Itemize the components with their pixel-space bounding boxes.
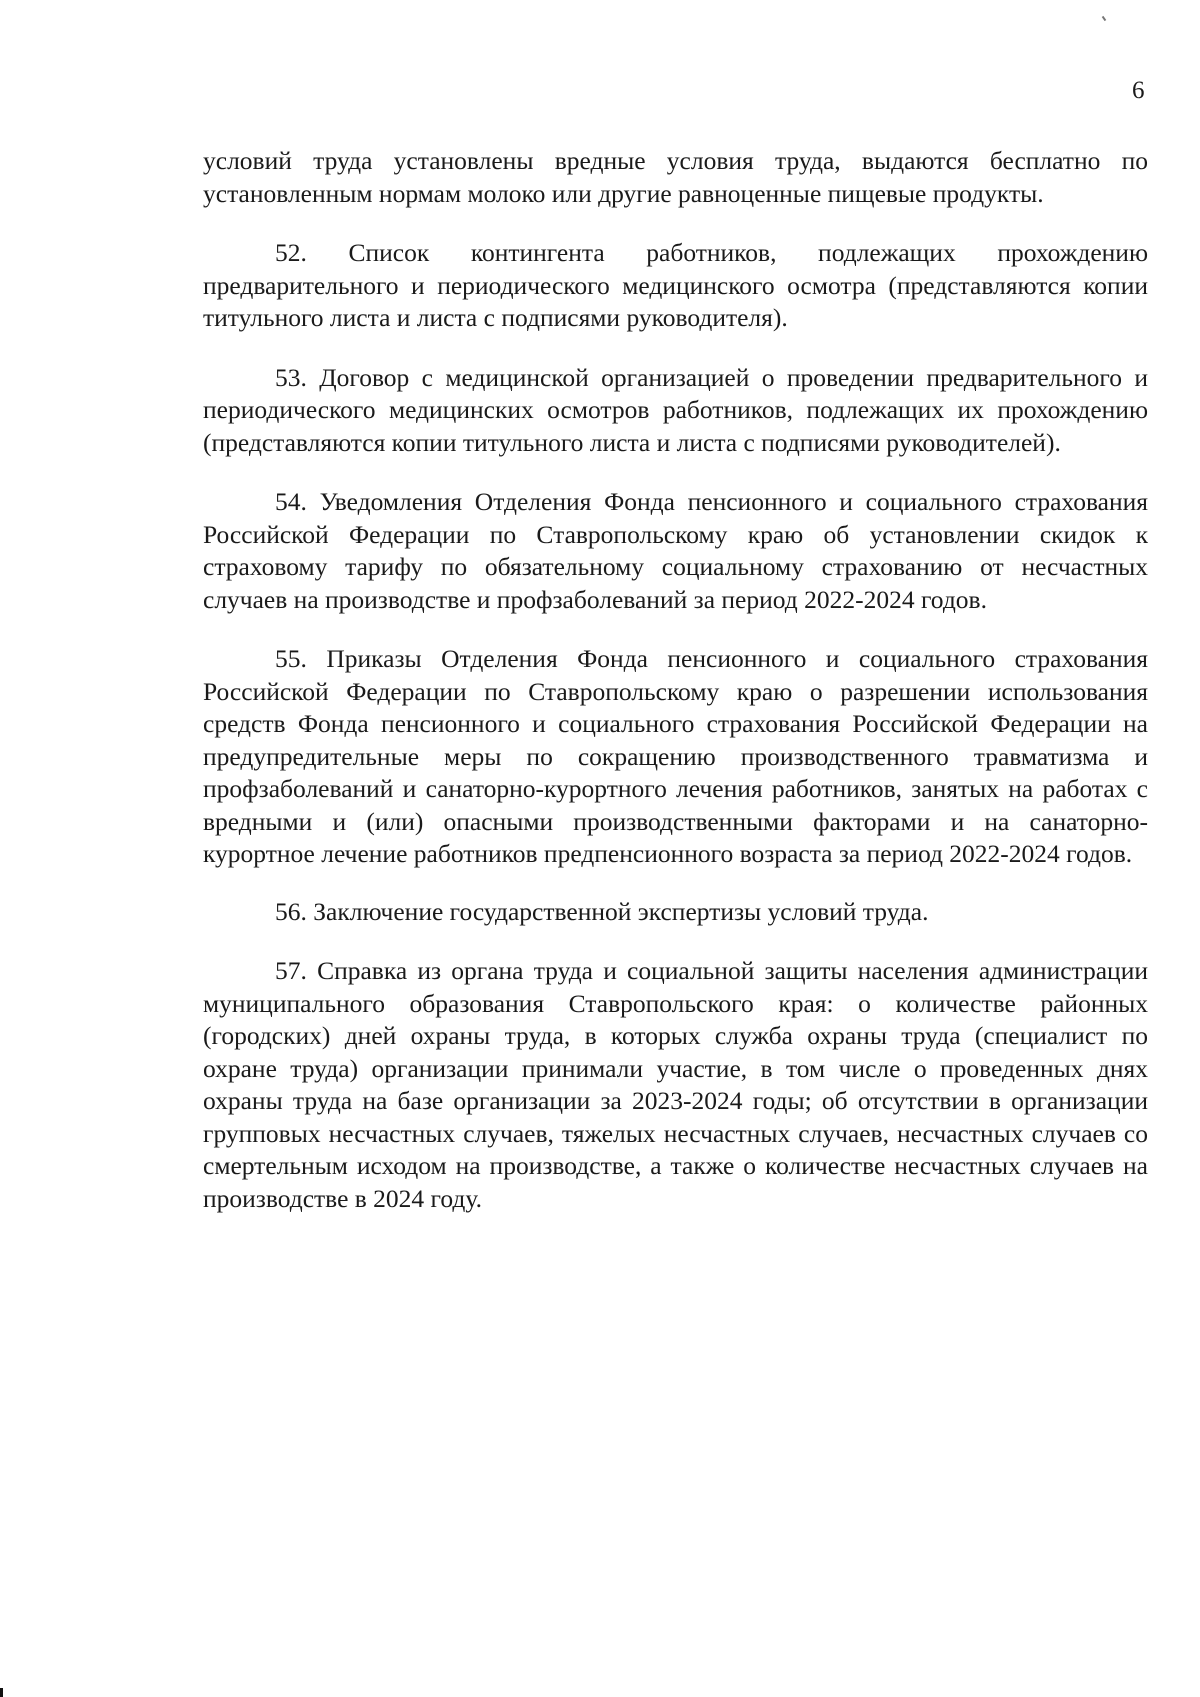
paragraph-56: 56. Заключение государственной экспертизы условий труда.	[275, 896, 929, 926]
paragraph-57: 57. Справка из органа труда и социальной защиты населения администрации муниципального образования Ставропольского края: о количестве районных (городских) дней охраны труда, в которых служба охраны труда (специалист по охране труда) организации принимали участие, в том числе о проведенных днях охраны труда на базе организации за 2023-2024 годы; об отсутствии в организации групповых несчастных случаев, тяжелых несчастных случаев, несчастных случаев со смертельным исходом на производстве, а также о количестве несчастных случаев на производстве в 2024 году.	[203, 956, 1148, 1213]
paragraph-continuation: условий труда установлены вредные условия труда, выдаются бесплатно по установленным нормам молоко или другие равноценные пищевые продукты.	[203, 146, 1148, 208]
page-number: 6	[1132, 77, 1145, 104]
paragraph-53: 53. Договор с медицинской организацией о проведении предварительного и периодического медицинских осмотров работников, подлежащих их прохождению (представляются копии титульного листа и листа с подписями руководителей).	[203, 362, 1148, 457]
edge-mark	[0, 1688, 3, 1697]
paragraph-54: 54. Уведомления Отделения Фонда пенсионного и социального страхования Российской Федерации по Ставропольскому краю об установлении скидок к страховому тарифу по обязательному социальному страхованию от несчастных случаев на производстве и профзаболеваний за период 2022-2024 годов.	[203, 487, 1148, 614]
scan-mark	[1102, 16, 1107, 21]
document-text	[203, 145, 1148, 1215]
paragraph-55: 55. Приказы Отделения Фонда пенсионного и социального страхования Российской Федерации по Ставропольскому краю о разрешении использования средств Фонда пенсионного и социального страхования Российской Федерации на предупредительные меры по сокращению производственного травматизма и профзаболеваний и санаторно-курортного лечения работников, занятых на работах с вредными и (или) опасными производственными факторами и на санаторно-курортное лечение работников предпенсионного возраста за период 2022-2024 годов.	[203, 644, 1148, 868]
paragraph-52: 52. Список контингента работников, подлежащих прохождению предварительного и периодического медицинского осмотра (представляются копии титульного листа и листа с подписями руководителя).	[203, 238, 1148, 332]
